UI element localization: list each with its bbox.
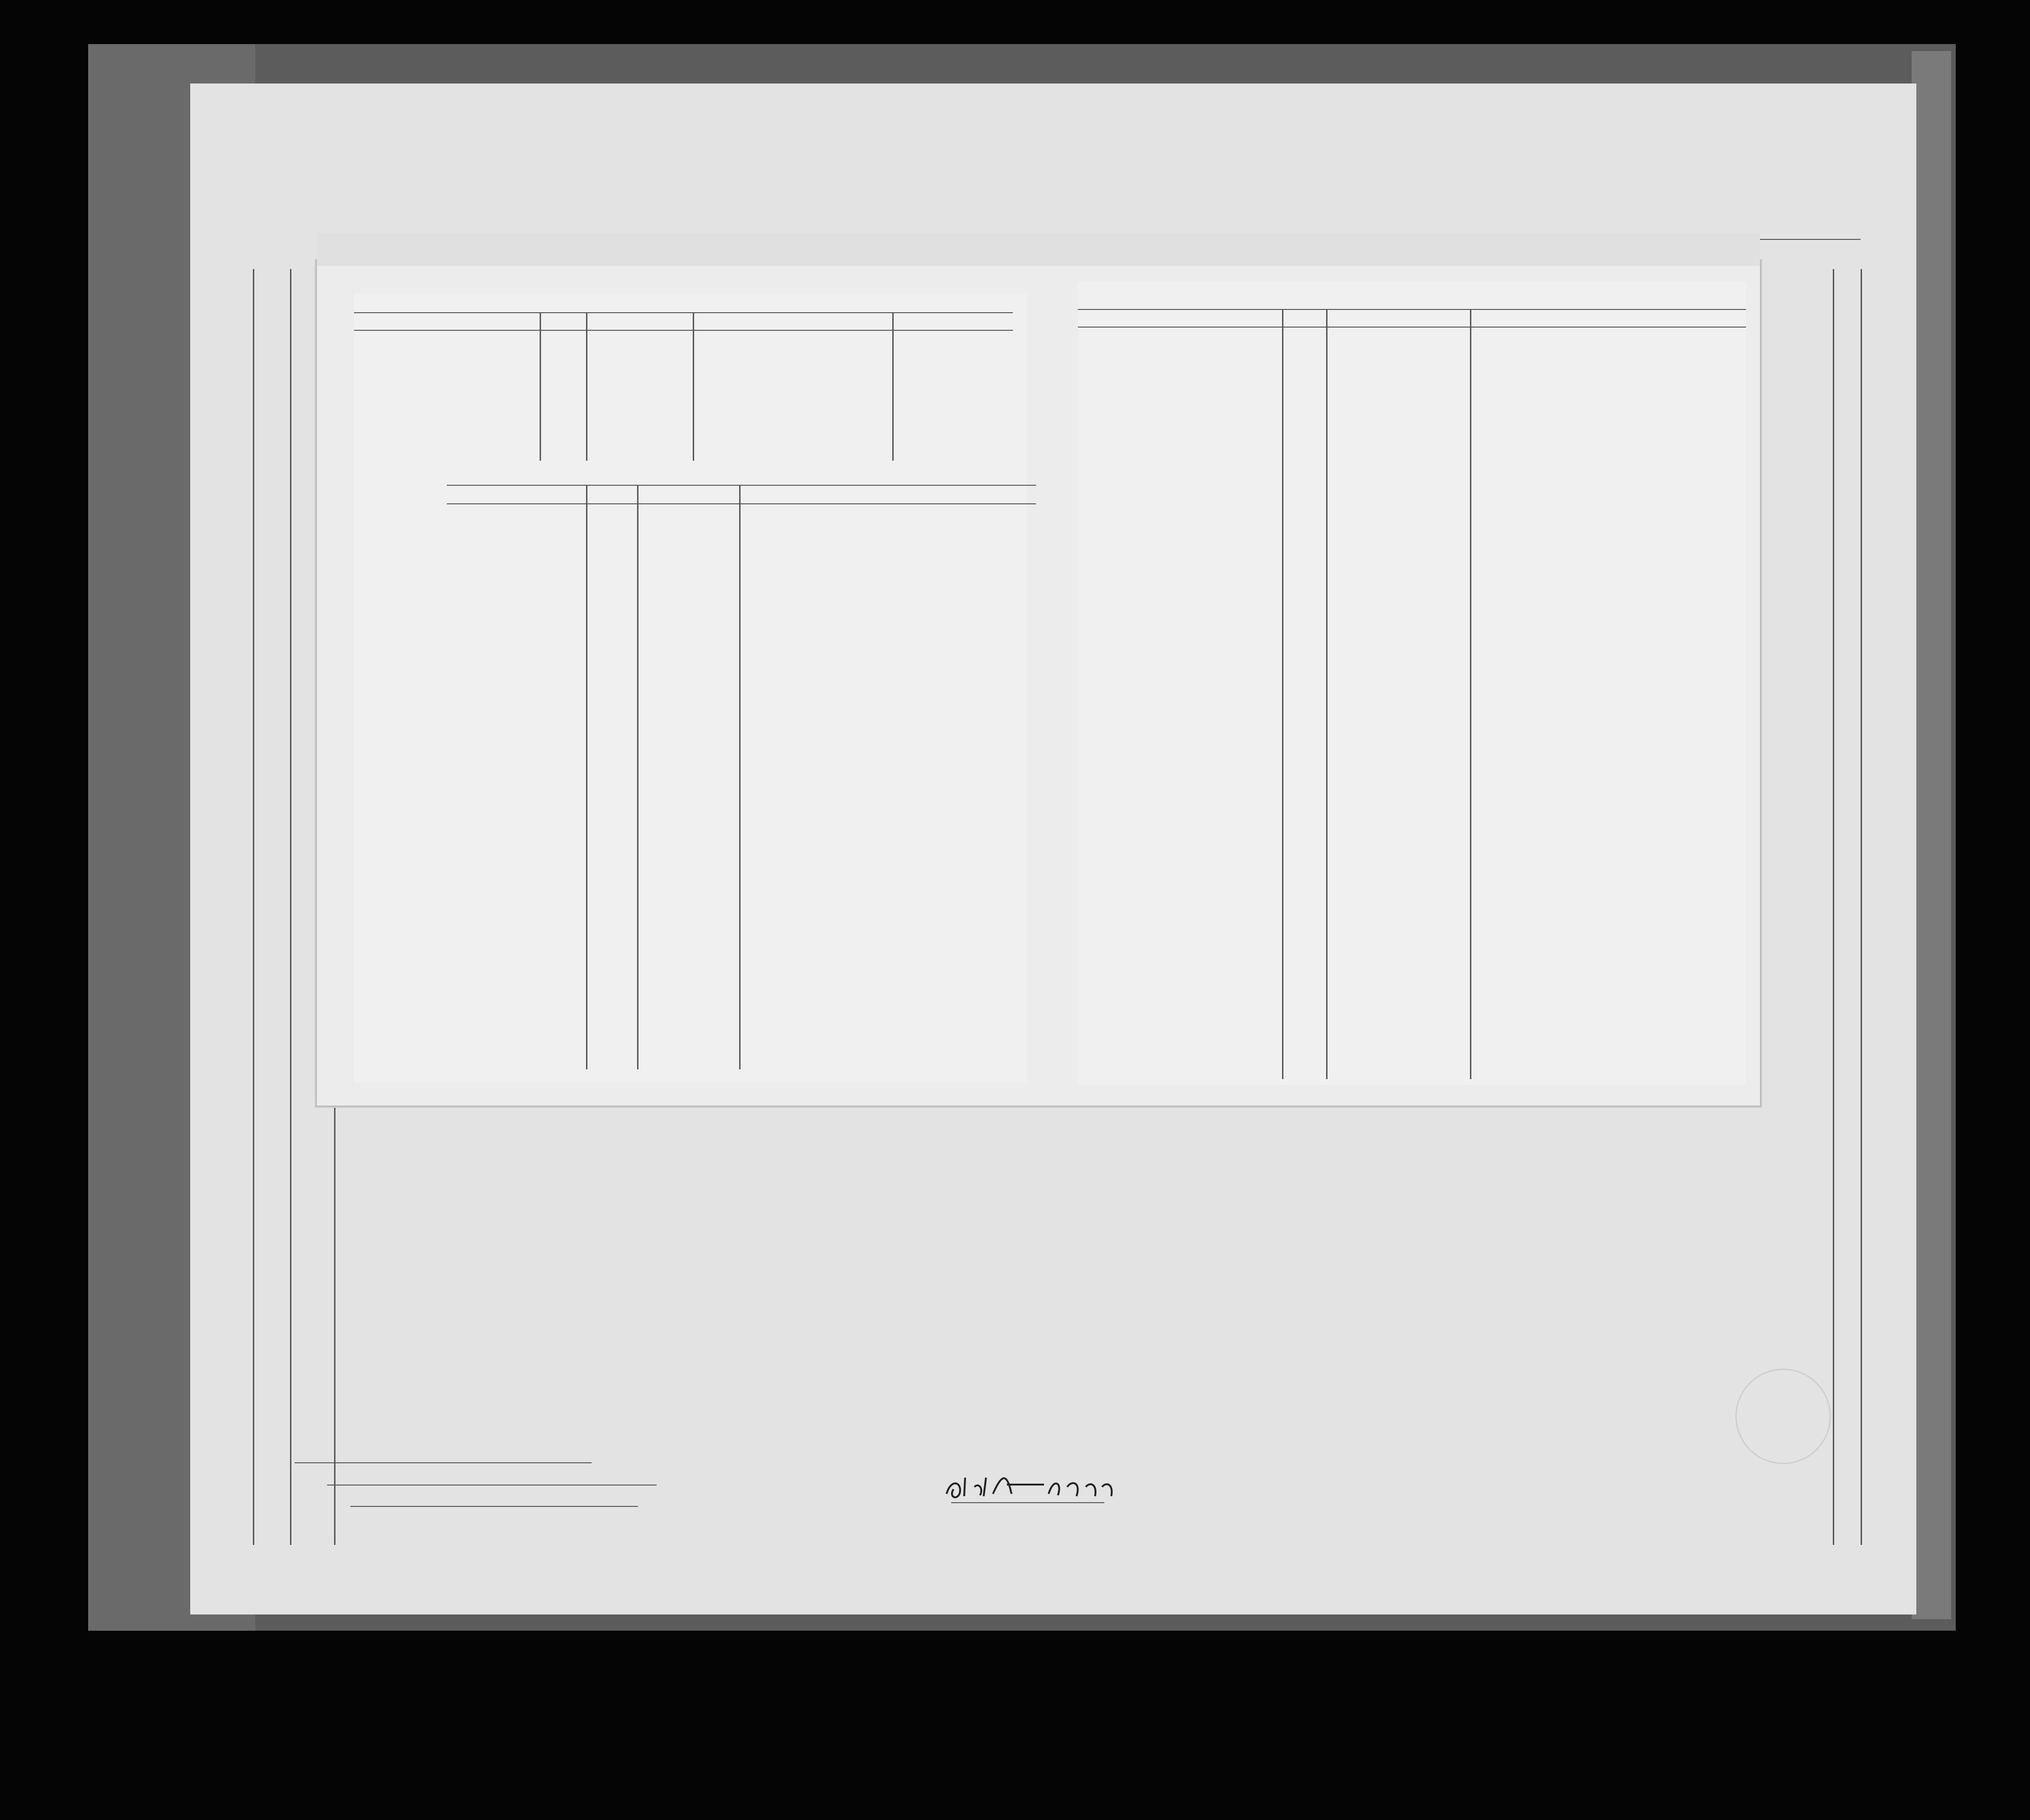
faint-seal <box>1735 1369 1831 1464</box>
ship-name-stamp <box>200 315 297 830</box>
discharged-cont-rule <box>1078 309 1746 310</box>
date-stamp <box>213 807 246 965</box>
discharged-col-rule <box>739 485 741 1069</box>
inspector-signature <box>942 1468 1141 1505</box>
hospital-rule <box>354 312 1013 313</box>
hospital-header-rule <box>354 330 1013 331</box>
hospital-col-rule <box>540 312 541 461</box>
board-edge <box>1912 51 1951 1619</box>
col-rule <box>1833 269 1834 1545</box>
agents-underline <box>350 1506 638 1507</box>
owners-underline <box>327 1485 657 1486</box>
discharged-cont-panel <box>1078 282 1746 1085</box>
discharged-rule <box>447 485 1036 486</box>
hospital-panel <box>354 294 1027 1082</box>
faint-stamp-number <box>484 233 517 271</box>
torn-strip <box>317 233 1760 266</box>
discharged-cont-col-rule <box>1282 309 1283 1079</box>
line-underline <box>295 1462 592 1463</box>
discharged-col-rule <box>586 485 587 1069</box>
discharged-cont-col-rule <box>1326 309 1328 1079</box>
hospital-col-rule <box>693 312 694 461</box>
hospital-col-rule <box>892 312 894 461</box>
discharged-col-rule <box>637 485 638 1069</box>
hospital-col-rule <box>586 312 587 461</box>
col-rule <box>1861 269 1862 1545</box>
crew-changes-sheet <box>316 260 1761 1107</box>
inspector-underline <box>951 1502 1104 1503</box>
discharged-cont-col-rule <box>1470 309 1471 1079</box>
discharged-cont-header-rule <box>1078 327 1746 328</box>
discharged-header-rule <box>447 503 1036 504</box>
